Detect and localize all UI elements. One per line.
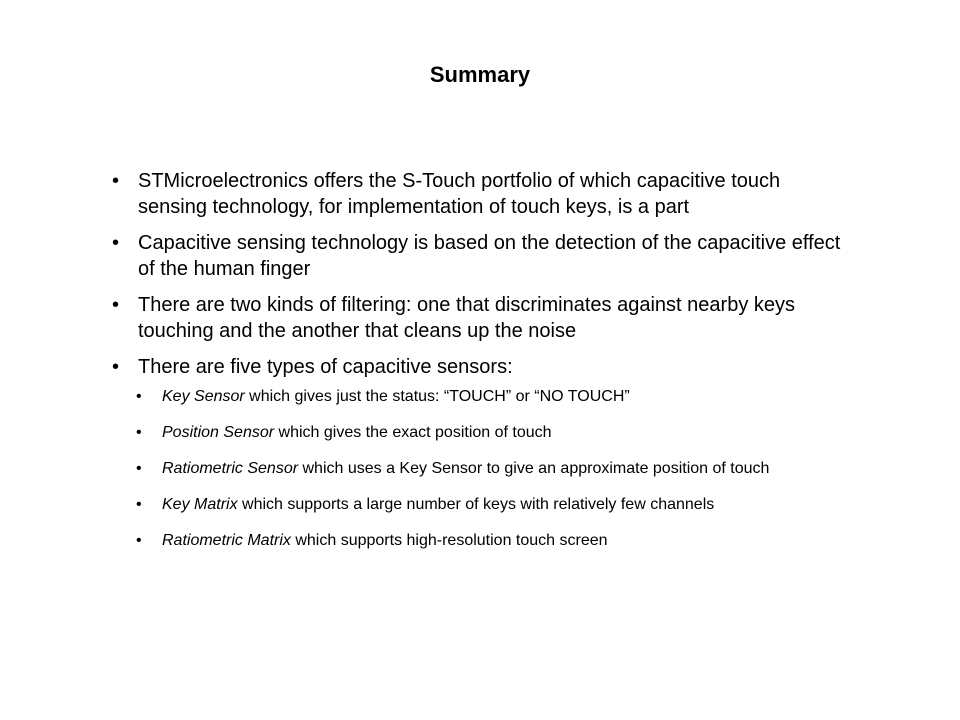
sensor-term: Position Sensor [162, 424, 275, 441]
sub-bullet-dot-icon: • [136, 424, 142, 441]
sub-bullet-dot-icon: • [136, 532, 142, 549]
sensor-term: Ratiometric Matrix [162, 532, 291, 549]
sensor-list [136, 386, 852, 552]
bullet-text: Capacitive sensing technology is based on the detection of the capacitive effect of the human finger [138, 232, 841, 280]
bullet-text: STMicroelectronics offers the S-Touch portfolio of which capacitive touch sensing technology, for implementation of touch keys, is a part [138, 170, 781, 218]
bullet-dot-icon: • [112, 356, 120, 378]
sensor-item [136, 422, 852, 444]
bullet-text: There are five types of capacitive sensors: [138, 356, 513, 378]
bullet-dot-icon: • [112, 170, 120, 192]
bullet-dot-icon: • [112, 232, 120, 254]
sub-bullet-dot-icon: • [136, 388, 142, 405]
bullet-list [112, 168, 852, 566]
bullet-text: There are two kinds of filtering: one that discriminates against nearby keys touching and the another that cleans up the noise [138, 294, 795, 342]
bullet-item [112, 168, 852, 220]
bullet-item [112, 354, 852, 552]
sub-bullet-dot-icon: • [136, 496, 142, 513]
bullet-item [112, 292, 852, 344]
sensor-item [136, 386, 852, 408]
slide-title: Summary [429, 62, 531, 87]
sensor-description: which uses a Key Sensor to give an approximate position of touch [298, 460, 770, 477]
bullet-item [112, 230, 852, 282]
sensor-item [136, 458, 852, 480]
sub-bullet-dot-icon: • [136, 460, 142, 477]
sensor-term: Ratiometric Sensor [162, 460, 299, 477]
sensor-item [136, 530, 852, 552]
sensor-description: which supports a large number of keys with relatively few channels [237, 496, 715, 513]
sensor-description: which gives the exact position of touch [274, 424, 552, 441]
sensor-description: which gives just the status: “TOUCH” or “NO TOUCH” [244, 388, 630, 405]
sensor-term: Key Matrix [162, 496, 238, 513]
sensor-item [136, 494, 852, 516]
sensor-description: which supports high-resolution touch screen [290, 532, 608, 549]
sensor-term: Key Sensor [162, 388, 245, 405]
bullet-dot-icon: • [112, 294, 120, 316]
